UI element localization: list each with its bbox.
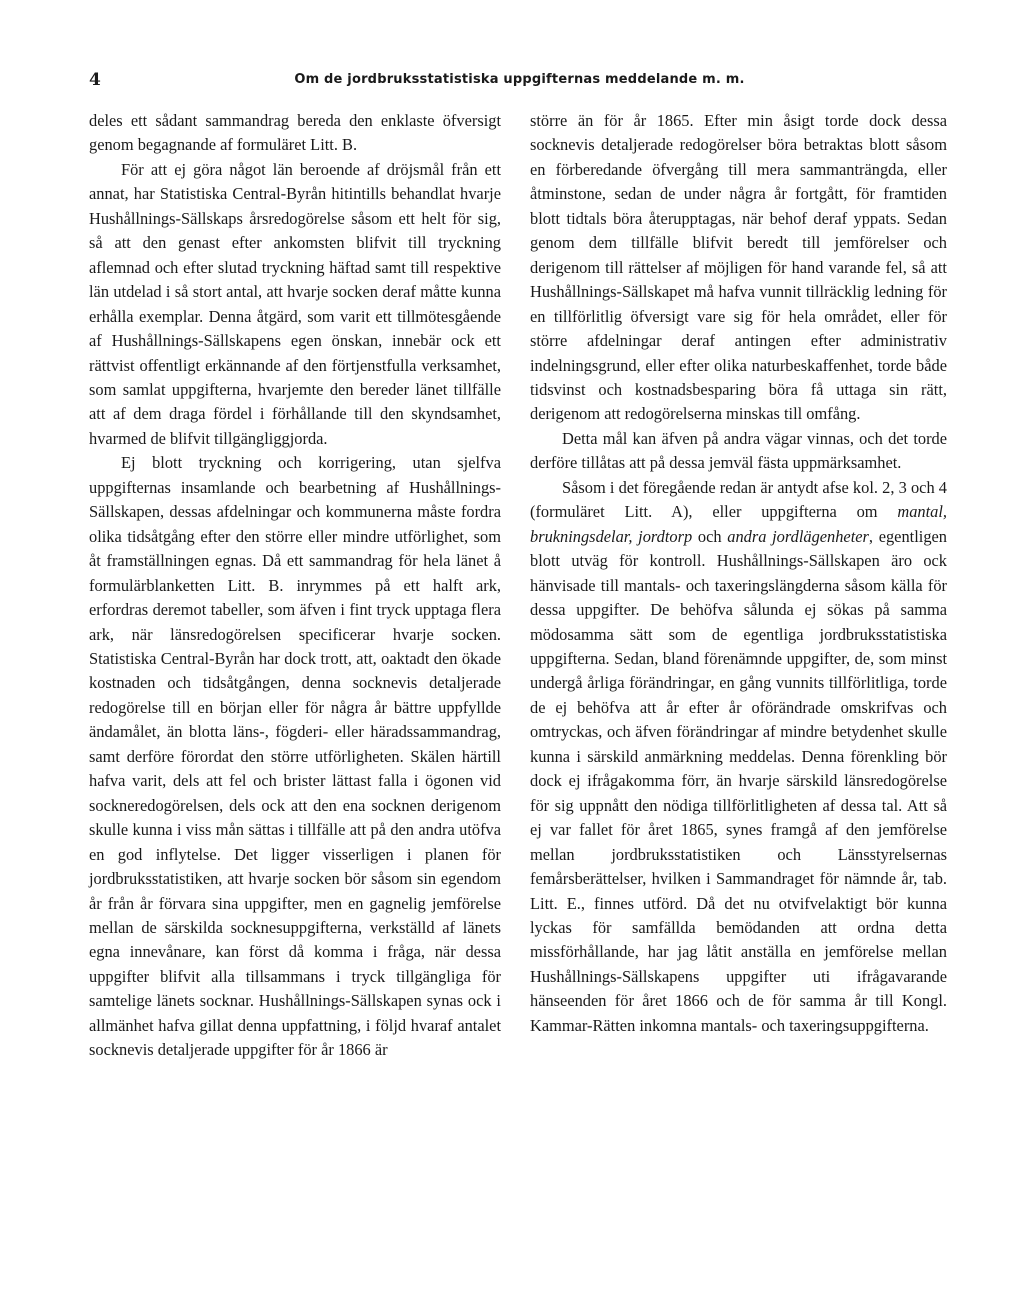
italic-term: mantal, brukningsdelar, jordtorp bbox=[530, 502, 947, 546]
page-header bbox=[89, 70, 950, 94]
running-title: Om de jordbruksstatistiska uppgifternas meddelande m. m. bbox=[294, 72, 745, 87]
text-run: Såsom i det föregående redan är antydt afse kol. 2, 3 och 4 (formuläret Litt. A), eller uppgifterna om bbox=[530, 477, 947, 522]
paragraph bbox=[530, 476, 947, 1038]
right-column bbox=[530, 109, 947, 1038]
left-column bbox=[89, 109, 501, 1063]
italic-term: andra jordlägenheter bbox=[727, 526, 869, 546]
paragraph: Ej blott tryckning och korrigering, utan sjelfva uppgifternas insamlande och bearbetning af Hushållnings-Sällskapen, dessas afdelningar och kommunerna måste fordra olika tidsåtgång efter den större eller mindre utförlighet, som åt framställningen egnas. Då ett sammandrag för hela länet å formulärblanketten Litt. B. inrymmes på ett halft ark, erfordras deremot tabeller, som äfven i fint tryck upptaga flera ark, när länsredogörelsen specificerar hvarje socken. Statistiska Central-Byrån har dock trott, att, oaktadt den ökade kostnaden och tidsåtgången, denna socknevis detaljerade redogörelse till en början eller för några år bättre uppfyllde ändamålet, än blotta läns-, fögderi- eller häradssammandrag, samt derföre förordat den större utförligheten. Skälen härtill hafva varit, dels att fel och brister lättast falla i ögonen vid sockneredogörelsen, dels ock att den ena socknen derigenom skulle kunna i viss mån sättas i tillfälle att på den andra utöfva en god inflytelse. Det ligger visserligen i planen för jordbruksstatistiken, att hvarje socken bör såsom sin egendom år från år förvara sina uppgifter, men en gagnelig jemförelse mellan de särskilda socknesuppgifterna, verkställd af länets egna innevånare, kan först då komma i fråga, när dessa uppgifter blifvit alla tillsammans i tryck tillgängliga för samtelige länets socknar. Hushållnings-Sällskapen synas ock i allmänhet hafva gillat denna uppfattning, i följd hvaraf antalet socknevis detaljerade uppgifter för år 1866 är bbox=[89, 453, 501, 1060]
paragraph: deles ett sådant sammandrag bereda den enklaste öfversigt genom begagnande af formuläret Litt. B. bbox=[89, 111, 501, 155]
paragraph: Detta mål kan äfven på andra vägar vinnas, och det torde derföre tillåtas att på dessa jemväl fästa uppmärksamhet. bbox=[530, 428, 947, 473]
paragraph: För att ej göra något län beroende af dröjsmål från ett annat, har Statistiska Central-Byrån hitintills behandlat hvarje Hushållnings-Sällskaps årsredogörelse såsom ett helt för sig, så att den genast efter ankomsten blifvit till tryckning aflemnad och efter slutad tryckning häftad samt till respektive län utdelad i så stort antal, att hvarje socken deraf måtte kunna erhålla exemplar. Denna åtgärd, som varit ett tillmötesgående af Hushållnings-Sällskapens egen önskan, innebär ock ett rättvist offentligt erkännande af den förtjenstfulla verksamhet, som samlat uppgifterna, hvarjemte den bereder länet tillfälle att af dem draga fördel i förhållande till den skyndsamhet, hvarmed de blifvit tillgängliggjorda. bbox=[89, 159, 501, 448]
paragraph: större än för år 1865. Efter min åsigt torde dock dessa socknevis detaljerade redogörelser böra betraktas blott såsom en förberedande öfvergång till mera sammanträngda, eller åtminstone, sedan de under några år fortgått, för framtiden blott tidtals böra återupptagas, när behof deraf yppats. Sedan genom dem tillfälle blifvit beredt till jemförelser och derigenom till rättelser af möjligen för hand varande fel, så att Hushållnings-Sällskapet må hafva vunnit tillräcklig ledning för en tillförlitlig öfversigt vare sig för hela området, eller för större afdelningar deraf antingen efter administrativ indelningsgrund, eller efter olika naturbeskaffenhet, torde både tidsvinst och kostnadsbesparing böra få uttaga sin rätt, derigenom att redogörelserna minskas till omfång. bbox=[530, 111, 947, 424]
page-number: 4 bbox=[89, 70, 101, 90]
text-run: och bbox=[692, 526, 728, 546]
text-run: , egentligen blott utväg för kontroll. Hushållnings-Sällskapen äro ock hänvisade till mantals- och taxeringslängderna såsom källa för dessa uppgifter. De behöfva sålunda ej sökas på samma mödosamma sätt som de egentliga jordbruksstatistiska uppgifterna. Sedan, bland förenämnde uppgifter, de, som minst undergå årliga förändringar, en gång vunnits tillförlitliga, torde de ej behöfva att år efter år oförändrade omskrifvas och omtryckas, och äfven förändringar af mindre betydenhet skulle kunna i särskild anmärkning meddelas. Denna förenkling bör dock ej ifrågakomma förr, än hvarje särskild länsredogörelse för sig uppnått den nödiga tillförlitligheten af dessa tal. Att så ej var fallet för året 1865, synes framgå af den jemförelse mellan jordbruksstatistiken och Länsstyrelsernas femårsberättelser, hvilken i Sammandraget för nämnde år, tab. Litt. E., finnes utförd. Då det nu otvifvelaktigt bör kunna lyckas för samfällda bemödanden att ordna detta missförhållande, har jag låtit anställa en jemförelse mellan Hushållnings-Sällskapens uppgifter uti ifrågavarande hänseenden för året 1866 och de för samma år till Kongl. Kammar-Rätten inkomna mantals- och taxeringsuppgifterna. bbox=[530, 526, 947, 1035]
